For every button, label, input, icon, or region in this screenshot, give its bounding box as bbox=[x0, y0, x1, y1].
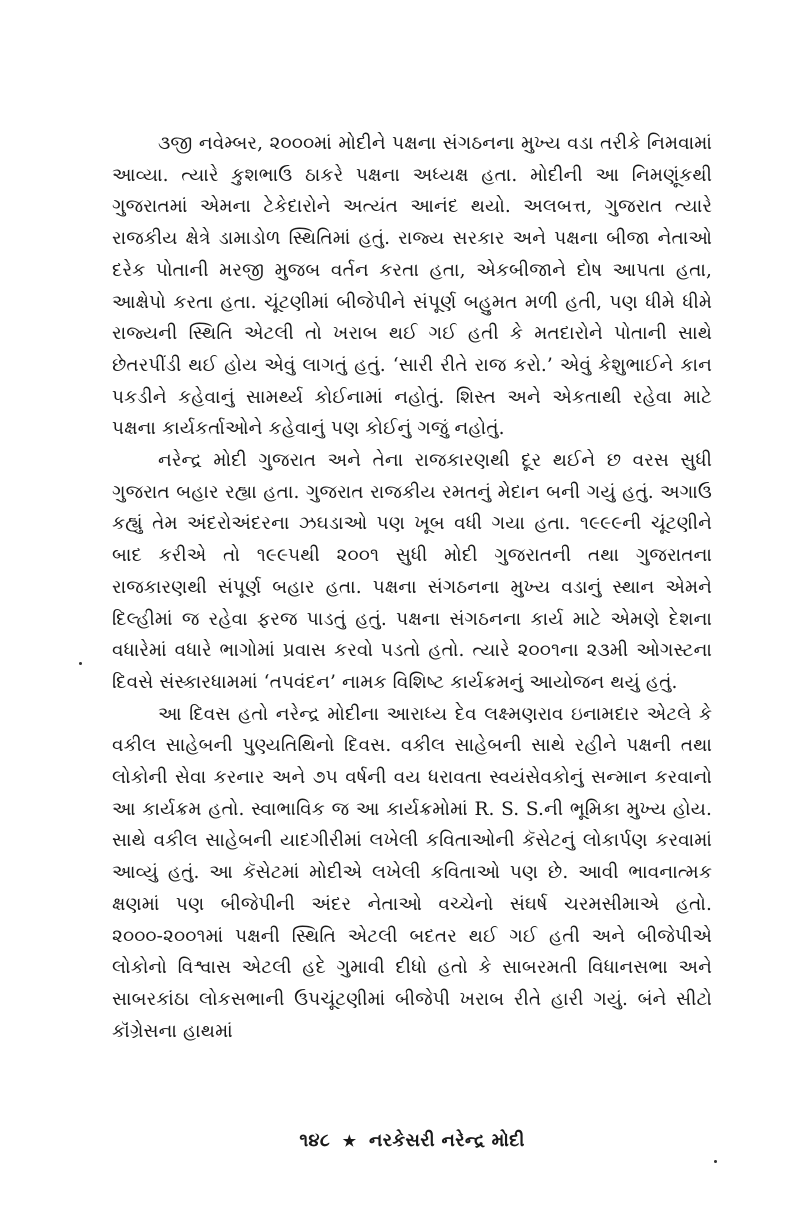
paragraph-1: ૩જી નવેમ્બર, ૨૦૦૦માં મોદીને પક્ષના સંગઠનના મુખ્ય વડા તરીકે નિમવામાં આવ્યા. ત્યારે કુશભાઉ ઠાકરે પક્ષના અધ્યક્ષ હતા. મોદીની આ નિમણૂંકથી ગુજરાતમાં એમના ટેકેદારોને અત્યંત આનંદ થયો. અલબત્ત, ગુજરાત ત્યારે રાજકીય ક્ષેત્રે ડામાડોળ સ્થિતિમાં હતું. રાજ્ય સરકાર અને પક્ષના બીજા નેતાઓ દરેક પોતાની મરજી મુજબ વર્તન કરતા હતા, એકબીજાને દોષ આપતા હતા, આક્ષેપો કરતા હતા. ચૂંટણીમાં બીજેપીને સંપૂર્ણ બહુમત મળી હતી, પણ ધીમે ધીમે રાજ્યની સ્થિતિ એટલી તો ખરાબ થઈ ગઈ હતી કે મતદારોને પોતાની સાથે છેતરપીંડી થઈ હોય એવું લાગતું હતું. ‘સારી રીતે રાજ કરો.’ એવું કેશુભાઈને કાન પકડીને કહેવાનું સામર્થ્ય કોઈનામાં નહોતું. શિસ્ત અને એકતાથી રહેવા માટે પક્ષના કાર્યકર્તાઓને કહેવાનું પણ કોઈનું ગજું નહોતું. bbox=[112, 133, 712, 440]
page-number: ૧૪૮ bbox=[299, 1130, 331, 1151]
print-speck bbox=[714, 1160, 717, 1163]
page-body bbox=[112, 128, 712, 1047]
page-footer bbox=[112, 1130, 712, 1151]
star-separator-icon: ★ bbox=[342, 1132, 357, 1150]
print-speck bbox=[79, 662, 82, 665]
paragraph-3: આ દિવસ હતો નરેન્દ્ર મોદીના આરાધ્ય દેવ લક્ષ્મણરાવ ઇનામદાર એટલે કે વકીલ સાહેબની પુણ્યતિથિનો દિવસ. વકીલ સાહેબની સાથે રહીને પક્ષની તથા લોકોની સેવા કરનાર અને ૭૫ વર્ષની વય ધરાવતા સ્વયંસેવકોનું સન્માન કરવાનો આ કાર્યક્રમ હતો. સ્વાભાવિક જ આ કાર્યક્રમોમાં R. S. S.ની ભૂમિકા મુખ્ય હોય. સાથે વકીલ સાહેબની યાદગીરીમાં લખેલી કવિતાઓની કૅસેટનું લોકાર્પણ કરવામાં આવ્યું હતું. આ કૅસેટમાં મોદીએ લખેલી કવિતાઓ પણ છે. આવી ભાવનાત્મક ક્ષણમાં પણ બીજેપીની અંદર નેતાઓ વચ્ચેનો સંઘર્ષ ચરમસીમાએ હતો. ૨૦૦૦-૨૦૦૧માં પક્ષની સ્થિતિ એટલી બદતર થઈ ગઈ હતી અને બીજેપીએ લોકોનો વિશ્વાસ એટલી હદે ગુમાવી દીધો હતો કે સાબરમતી વિધાનસભા અને સાબરકાંઠા લોકસભાની ઉપચૂંટણીમાં બીજેપી ખરાબ રીતે હારી ગયું. બંને સીટો કૉંગ્રેસના હાથમાં bbox=[112, 703, 712, 1042]
book-title: નરકેસરી નરેન્દ્ર મોદી bbox=[369, 1130, 525, 1151]
paragraph-2: નરેન્દ્ર મોદી ગુજરાત અને તેના રાજકારણથી દૂર થઈને છ વરસ સુધી ગુજરાત બહાર રહ્યા હતા. ગુજરાત રાજકીય રમતનું મેદાન બની ગયું હતું. અગાઉ કહ્યું તેમ અંદરોઅંદરના ઝઘડાઓ પણ ખૂબ વધી ગયા હતા. ૧૯૯૯ની ચૂંટણીને બાદ કરીએ તો ૧૯૯૫થી ૨૦૦૧ સુધી મોદી ગુજરાતની તથા ગુજરાતના રાજકારણથી સંપૂર્ણ બહાર હતા. પક્ષના સંગઠનના મુખ્ય વડાનું સ્થાન એમને દિલ્હીમાં જ રહેવા ફરજ પાડતું હતું. પક્ષના સંગઠનના કાર્ય માટે એમણે દેશના વધારેમાં વધારે ભાગોમાં પ્રવાસ કરવો પડતો હતો. ત્યારે ૨૦૦૧ના ૨૩મી ઓગસ્ટના દિવસે સંસ્કારધામમાં ‘તપવંદન’ નામક વિશિષ્ટ કાર્યક્રમનું આયોજન થયું હતું. bbox=[112, 450, 712, 693]
